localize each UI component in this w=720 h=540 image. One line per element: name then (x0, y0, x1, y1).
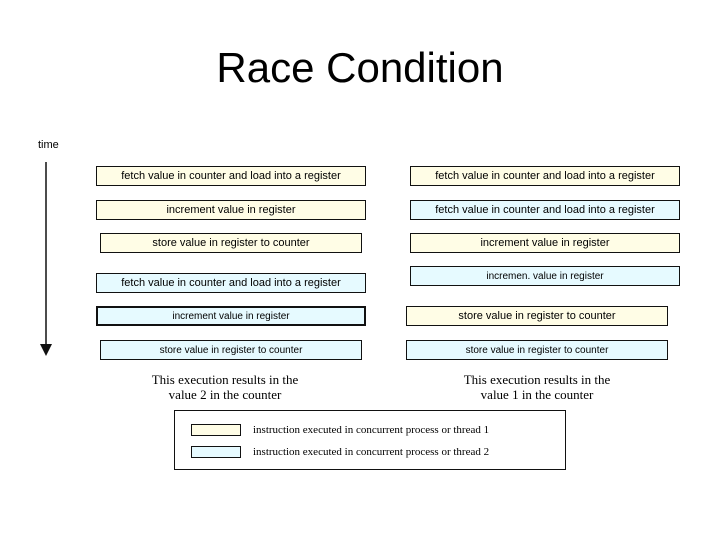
left-step-5: increment value in register (96, 306, 366, 326)
right-step-2: fetch value in counter and load into a register (410, 200, 680, 220)
legend-label-thread-1: instruction executed in concurrent process or thread 1 (253, 424, 490, 436)
left-result-line-2: value 2 in the counter (168, 387, 282, 402)
left-result-caption (110, 372, 340, 402)
time-axis-label: time (38, 139, 59, 151)
legend-item-thread-1 (191, 423, 489, 437)
left-step-1: fetch value in counter and load into a register (96, 166, 366, 186)
right-result-line-1: This execution results in the (463, 372, 611, 387)
left-result-line-1: This execution results in the (151, 372, 299, 387)
legend-swatch-thread-1 (191, 424, 241, 436)
legend (174, 410, 566, 470)
right-step-3: increment value in register (410, 233, 680, 253)
left-step-3: store value in register to counter (100, 233, 362, 253)
right-step-4: incremen. value in register (410, 266, 680, 286)
right-result-line-2: value 1 in the counter (480, 387, 594, 402)
right-result-caption (422, 372, 652, 402)
right-step-5: store value in register to counter (406, 306, 668, 326)
right-step-1: fetch value in counter and load into a register (410, 166, 680, 186)
slide-title: Race Condition (216, 44, 504, 91)
legend-item-thread-2 (191, 445, 489, 459)
left-step-2: increment value in register (96, 200, 366, 220)
legend-label-thread-2: instruction executed in concurrent process or thread 2 (253, 446, 490, 458)
left-step-4: fetch value in counter and load into a register (96, 273, 366, 293)
time-arrow-icon (34, 160, 58, 360)
legend-swatch-thread-2 (191, 446, 241, 458)
right-step-6: store value in register to counter (406, 340, 668, 360)
left-step-6: store value in register to counter (100, 340, 362, 360)
